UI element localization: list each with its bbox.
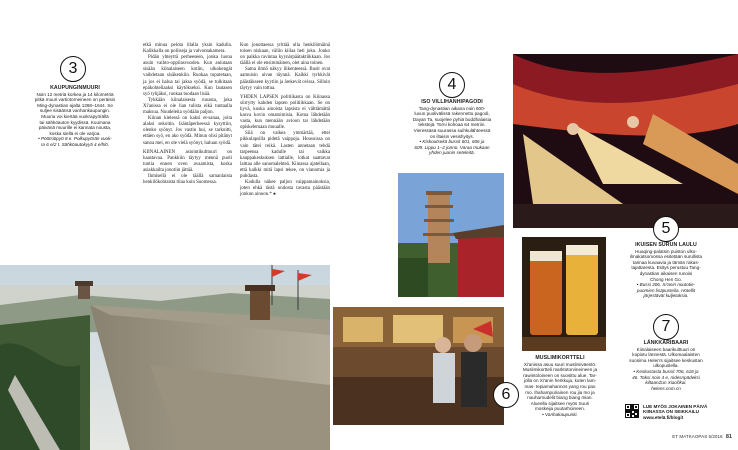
section-4-line: tekstejä. Torni kohoaa 64 metriin. bbox=[418, 122, 486, 128]
section-7-line: helens.com.cn bbox=[651, 385, 681, 391]
page-footer bbox=[640, 434, 732, 440]
section-5-line: järjestävät kuljetuksia. bbox=[643, 293, 689, 299]
section-5-number: 5 bbox=[653, 216, 679, 242]
section-4-heading: ISO VILLIHANHIPAGODI bbox=[421, 99, 483, 105]
section-5-line: Chong Hen Go. bbox=[650, 276, 682, 282]
qr-code-icon[interactable] bbox=[625, 404, 639, 418]
article-paragraph: Siiä on vaikea ymmärtää, ettei pikkulapsilla pidetä vaippoja. Housuissa on vain tätei reikä. Lasten annetaan tehdä tarpeensa kadulle tai vaikka kauppakeskuksen lattialle, lotkat saattavat laittaa alle sanomalehteä. Kiinassa ajatellaan, että kalkki mitä lapsi tekee, on vianomia ja puhdasta. bbox=[240, 131, 330, 179]
article-paragraph: Sama ilmiö näkyy liikenteessä. Busit ovat aamuisin aivan täynnä. Kaikki tyrkkivät päästäkseen kyytiin ja ärekevät ovissa. Silloin täytyy vain tottua. bbox=[240, 67, 330, 91]
section-3-line: tai sähköauton kyydissä. Kuumana bbox=[39, 119, 111, 125]
section-6-line: • Vanhakaupunki. bbox=[542, 411, 578, 417]
section-3-number: 3 bbox=[60, 56, 86, 82]
section-5-line: Huaqing-palatsin puiston ulko- bbox=[635, 248, 697, 254]
article-paragraph: Pidän yhteyttä perheeseen, jonka luona asuin vaihto-oppilasvuoden. Kun aniutaan sisään kiinalaiseen kotiin, ulkokengät vaihdetaan sisäkenkiin. Ruokaa tuputetaan, ja jos ei halua tai jaksa syödä, se tulkitaan epäkohteliaaksi käytökseksi. Kun lautasen syö tyhjäksi, ruokaa tuodaan lisää. bbox=[143, 55, 232, 97]
section-3-line: suljee sisäänsä vanhankaupungin. bbox=[39, 108, 111, 114]
section-7-line: kiltaanZun Xiaoñkai. bbox=[645, 380, 687, 386]
section-5-line: • Bussi 306. Xi'anin noutotie- bbox=[636, 282, 696, 288]
section-7-number: 7 bbox=[653, 314, 679, 340]
section-6-line: rawintoloineen on suosittu alue. Tar- bbox=[523, 372, 597, 378]
section-7-line: suosima Helen's sijaitsee keskustan bbox=[629, 357, 703, 363]
article-paragraph: Kadulla näkee paljon vaippamainoksia, joten ehkä tästä ondosta tavasta päästään jonkun ainoon.* ● bbox=[240, 180, 330, 198]
section-4-line: 609. Lippu 1–2 jonno. Varaa mukaan bbox=[414, 144, 490, 150]
section-6-line: moskeija puutarhoineen. bbox=[534, 406, 586, 412]
section-7-caption bbox=[614, 341, 718, 391]
section-3-line: Noin 12 metriä korkea ja 14 kilometriä bbox=[36, 91, 114, 97]
section-6-line: nauharnudelit biang biang mian. bbox=[527, 395, 593, 401]
section-5-heading: IKUISEN SURUN LAULU bbox=[635, 242, 697, 248]
article-paragraph: YHDEN LAPSEN politiikasta on Kiinassa siirrytty kahden lapsen politiikkaan. Se on hyvä, koska ainoista lapsista ei välttämättä kasva kovin omatoimisia. Kotoa lähdetään vasta, kun mennään avioon tai lähdetään opiskelemaan muualle. bbox=[240, 94, 330, 131]
section-6-line: mo. Ihahampuriainen rou jia mo ja bbox=[525, 389, 595, 395]
article-paragraph: Kiinan kielessä on kaksi et-sanaa, joita alaksi sekoitin. Isäntäperheessä kysyttiin, olenko syönyt. Jos vastin hui, se tarkoitti, ettäen syö, en ako syödä. Minun olisi pitänyt sanoa mei, en ole vielä syönyt, haluan syödä. bbox=[143, 116, 232, 146]
section-7-heading: LÄNKKÄRIBAARI bbox=[643, 340, 689, 346]
section-6-line: Xi'anissa asuu suuri muslimiväestö. bbox=[523, 361, 597, 367]
section-4-line: on iltaisin vesishyitys. bbox=[430, 133, 474, 139]
section-4-number: 4 bbox=[439, 72, 465, 98]
section-3-line: Muuria voi kiertää vuokrapyörällä bbox=[41, 113, 109, 119]
section-6-line: jolla on Xi'anin herkkuja, kuten lam- bbox=[523, 378, 597, 384]
section-3-caption bbox=[22, 86, 128, 148]
blog-promo bbox=[643, 404, 733, 420]
section-5-line: tajattaresta. Esitys perustuu Tang- bbox=[631, 265, 701, 271]
section-3-line: pitkä muuri vartiotorneineen on peräisin bbox=[34, 97, 116, 103]
section-4-caption bbox=[400, 100, 504, 156]
section-3-line: koska siellä ei ole varjoa. bbox=[49, 130, 101, 136]
section-5-caption bbox=[614, 243, 718, 299]
promo-line-1: LUE MYÖS JOKAINEN PÄIVÄ bbox=[643, 404, 708, 409]
section-4-line: Dayan Ta, suojelee pyhiä buddhalaisia bbox=[412, 116, 492, 122]
article-column-left bbox=[143, 43, 232, 186]
muslim-quarter-photo bbox=[333, 307, 504, 425]
article-paragraph: KIINALAINEN asiointikulttuuri on haastavaa. Pankkiin täytyy mennä puoli tuntia ennen oven avaamista, koska asiakkailta jonotiin jättää. bbox=[143, 149, 232, 173]
section-6-number: 6 bbox=[493, 382, 519, 408]
article-paragraph: Ihmisellä ei ole täällä samanlaista henkilökohtaista tilaa kuin Suomessa. bbox=[143, 173, 232, 186]
section-7-line: ulkopuolella. bbox=[653, 363, 679, 369]
dance-show-photo bbox=[513, 54, 738, 228]
section-5-line: dynastian aikaisen runoisi bbox=[639, 270, 693, 276]
section-6-line: Muslimikortteli marktotorvineineen ja bbox=[522, 367, 598, 373]
section-5-line: ilmakatsomossa esitetään surullista bbox=[629, 254, 703, 260]
section-4-line: • Kiskoutsekä bussit 601, 606 ja bbox=[419, 139, 485, 145]
section-7-line: Kiinalaiseen baarikulttuuri on bbox=[636, 346, 696, 352]
beer-glasses-photo bbox=[522, 237, 606, 351]
section-5-line: puomien lisäpusteila. Hotellit bbox=[636, 287, 696, 293]
promo-url-link[interactable]: www.etelä.fi/blogit bbox=[643, 414, 684, 420]
section-3-line: • Pöötsiöpyö 8 e. Polkupyörän vuok- bbox=[38, 136, 112, 142]
section-4-line: luvun puolivälissä rakennettu pagodi, bbox=[414, 111, 490, 117]
section-6-line: Alueella sijaitsee myös Suuri bbox=[530, 400, 590, 406]
section-6-heading: MUSLIMIKORTTELI bbox=[535, 355, 585, 361]
section-3-line: päivänä muurille ei kannata nousta, bbox=[38, 125, 112, 131]
promo-line-2: KIINASSA ON SEIKKAILU bbox=[643, 409, 699, 415]
article-paragraph: Tykkään kiinalaisesta ruoasta, joka Xi'anissa ei ole lian tulista eikä tuntaalla maksua. Nuudeleita syödään paljon. bbox=[143, 97, 232, 116]
article-paragraph: Kun jonottaessa yrittää olla henkilömäinä toisen niskaan, väliin kiilaa heti joku. Jonko on paikka ravintaa kyynärpäätaktiikkaan. Jos täällä ei ole ensimmäinen, olet aina toinen. bbox=[240, 43, 330, 67]
article-paragraph: etkä minua pelota illalla yksin kadulla. Kalikkalla on poliiseja ja valvontakamera. bbox=[143, 43, 232, 55]
magazine-name: ET MATKAOPAS 5/2016 bbox=[672, 434, 723, 439]
section-5-line: tarinaa kuvaavia ja tämän rakas- bbox=[632, 259, 700, 265]
page-number: 81 bbox=[725, 434, 732, 440]
section-6-line: mas- tepiamahannos yang rou pao bbox=[524, 383, 596, 389]
section-4-line: Tang-dynastian aikana noin 600- bbox=[418, 105, 486, 111]
section-3-line: Ming-dynastian ajalta 1368–1644. Se bbox=[37, 102, 113, 108]
section-4-line: yhden juanin seteleitä. bbox=[429, 150, 475, 156]
pagoda-photo bbox=[398, 173, 504, 297]
section-6-caption bbox=[508, 356, 612, 418]
article-column-right bbox=[240, 43, 330, 198]
city-wall-photo bbox=[0, 265, 330, 450]
section-7-line: • Keskustasta bussit 706, 618 ja bbox=[633, 368, 699, 374]
section-7-line: kopiotu lännestä. Ulkomaalaisten bbox=[632, 352, 700, 358]
section-3-line: ra 6 e/2 t. Sähköautokyyti 4 e/hlö. bbox=[40, 141, 110, 147]
section-7-line: 46. Taksi noin 4 e, nidesnpädeksi bbox=[632, 374, 700, 380]
section-3-heading: KAUPUNGINMUURI bbox=[50, 85, 100, 91]
section-4-line: Vieressäsä suurassa suihkulähteessä bbox=[413, 127, 491, 133]
